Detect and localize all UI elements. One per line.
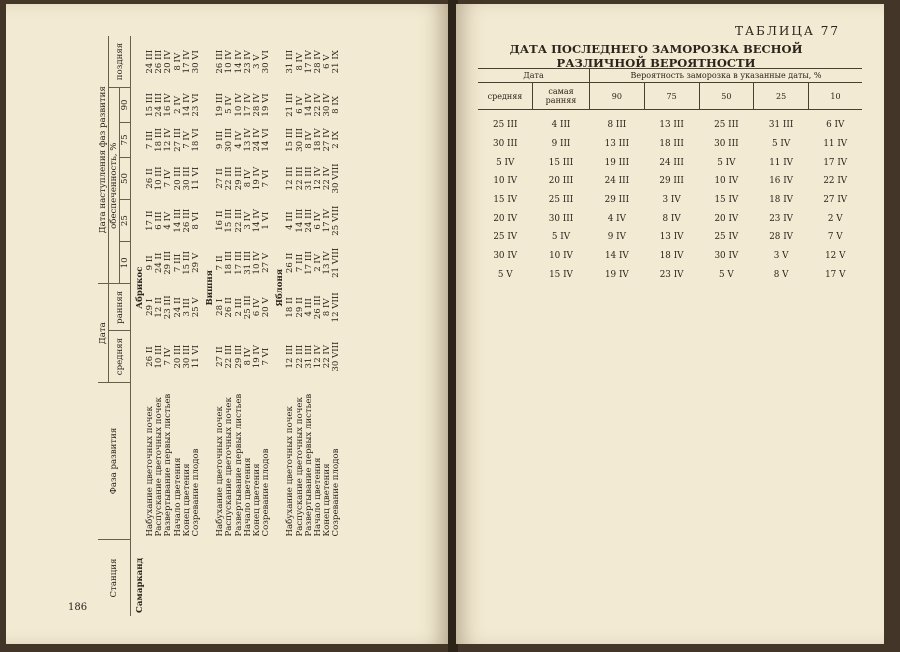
date-cell: 3 III <box>181 298 192 317</box>
date-cell: 17 V <box>825 269 846 280</box>
phase-cell: Развертывание первых листьев <box>303 393 314 537</box>
date-cell: 29 I <box>145 298 155 316</box>
date-cell: 16 II <box>215 210 226 231</box>
date-cell: 15 IV <box>493 195 518 206</box>
date-cell: 4 III <box>551 120 571 131</box>
col-late: поздняя <box>109 36 131 87</box>
date-cell: 19 III <box>604 157 630 168</box>
date-cell: 1 VI <box>261 211 272 230</box>
phase-cell: Созревание плодов <box>191 448 202 537</box>
frost-table-body <box>478 110 862 285</box>
station-cell <box>305 540 314 617</box>
date-cell: 29 III <box>163 250 174 275</box>
date-cell: 13 III <box>604 139 630 150</box>
date-cell: 16 IV <box>163 93 174 117</box>
date-cell: 17 IV <box>242 93 253 117</box>
date-cell: 5 IV <box>224 96 235 114</box>
col-p90: 90 <box>590 83 645 110</box>
date-cell: 2 IV <box>313 253 324 272</box>
date-cell: 30 IV <box>322 93 333 117</box>
date-cell: 14 IV <box>303 93 314 117</box>
col-phase: Фаза развития <box>98 383 131 540</box>
date-cell: 18 III <box>224 250 235 275</box>
col-early: ранняя <box>109 284 131 331</box>
date-cell: 30 VIII <box>331 163 342 194</box>
station-cell <box>296 540 305 617</box>
date-cell: 6 III <box>154 211 165 230</box>
date-cell: 18 III <box>154 127 165 152</box>
date-cell: 25 VIII <box>331 205 342 236</box>
date-cell: 8 IV <box>242 169 253 188</box>
col-avg: средняя <box>109 331 131 383</box>
date-cell: 21 III <box>285 93 296 117</box>
date-cell: 28 IV <box>769 232 794 243</box>
date-cell: 4 III <box>303 298 314 317</box>
phenology-table-rotated <box>98 36 450 616</box>
phase-cell: Начало цветения <box>172 457 183 537</box>
date-cell: 25 V <box>191 297 202 318</box>
date-cell: 15 III <box>285 127 296 152</box>
date-cell: 10 IV <box>714 176 739 187</box>
crop-name: Абрикос <box>135 266 145 309</box>
date-cell: 23 IV <box>769 213 794 224</box>
table-row <box>478 209 862 228</box>
date-cell: 12 IV <box>313 166 324 191</box>
date-cell: 7 VI <box>261 169 272 188</box>
date-cell: 11 IV <box>823 139 848 150</box>
frost-table <box>478 68 862 284</box>
date-cell: 13 IV <box>322 251 333 275</box>
phase-cell: Набухание цветочных почек <box>215 406 226 537</box>
table-title-line2: РАЗЛИЧНОЙ ВЕРОЯТНОСТИ <box>556 56 756 70</box>
phase-cell: Развертывание первых листьев <box>163 393 174 537</box>
date-cell: 27 II <box>215 168 226 189</box>
date-cell: 3 IV <box>662 195 681 206</box>
date-cell: 22 III <box>224 344 235 369</box>
date-cell: 20 III <box>172 344 183 369</box>
station-cell <box>323 540 332 617</box>
col-p75: 75 <box>120 122 131 157</box>
crop-name: Вишня <box>205 270 216 306</box>
date-cell: 20 III <box>172 166 183 191</box>
right-page <box>456 4 884 644</box>
date-cell: 8 V <box>773 269 789 280</box>
station-cell <box>244 540 253 617</box>
date-cell: 29 III <box>233 166 244 191</box>
table-number: ТАБЛИЦА 77 <box>734 24 840 38</box>
station-cell <box>225 540 234 617</box>
date-cell: 7 V <box>827 232 843 243</box>
date-cell: 25 III <box>493 120 518 131</box>
date-cell: 3 V <box>252 54 263 69</box>
table-title-line1: ДАТА ПОСЛЕДНЕГО ЗАМОРОЗКА ВЕСНОЙ <box>509 42 803 56</box>
table-row <box>332 36 341 616</box>
phase-cell: Начало цветения <box>313 457 324 537</box>
date-cell: 17 II <box>145 210 155 231</box>
date-cell: 10 IV <box>549 251 573 262</box>
date-cell: 18 VI <box>191 128 202 152</box>
table-row <box>478 191 862 210</box>
date-cell: 17 IV <box>303 50 314 74</box>
date-cell: 25 III <box>548 195 574 206</box>
date-cell: 17 III <box>303 250 314 275</box>
station-cell <box>164 540 173 617</box>
date-cell: 30 III <box>294 127 305 152</box>
table-row <box>478 172 862 191</box>
date-cell: 10 III <box>154 166 165 191</box>
date-cell: 23 VI <box>191 93 202 117</box>
col-earliest: самая ранняя <box>533 83 590 110</box>
date-cell: 5 IV <box>551 232 571 243</box>
date-cell: 19 VI <box>261 93 272 117</box>
date-cell: 6 V <box>322 54 333 69</box>
date-cell: 6 IV <box>252 298 263 317</box>
date-cell: 31 III <box>303 166 314 191</box>
date-cell: 10 III <box>154 344 165 369</box>
date-cell: 22 IV <box>322 166 333 191</box>
date-cell: 22 III <box>233 208 244 233</box>
col-prob: обеспеченность, % <box>109 87 120 283</box>
col-prob: Вероятность заморозка в указанные даты, % <box>590 69 863 83</box>
date-cell: 30 III <box>224 127 235 152</box>
date-cell: 29 II <box>294 297 305 318</box>
date-cell: 7 IV <box>163 347 174 366</box>
date-cell: 8 IV <box>303 130 314 149</box>
date-cell: 2 III <box>233 298 244 317</box>
date-cell: 19 IV <box>252 166 263 191</box>
date-cell: 18 III <box>659 139 684 150</box>
date-cell: 2 IX <box>331 131 342 149</box>
date-cell: 22 III <box>224 166 235 191</box>
date-cell: 27 V <box>261 252 272 273</box>
phenology-table-body <box>131 36 342 616</box>
date-cell: 8 IV <box>172 52 183 71</box>
date-cell: 22 IV <box>322 344 333 369</box>
col-date: Дата <box>478 69 590 83</box>
table-row <box>478 266 862 285</box>
page-number: 186 <box>68 602 88 613</box>
date-cell: 24 III <box>145 49 155 74</box>
date-cell: 27 II <box>215 346 226 367</box>
date-cell: 26 II <box>145 346 155 367</box>
date-cell: 26 III <box>154 49 165 74</box>
date-cell: 12 IV <box>313 344 324 369</box>
date-cell: 14 VI <box>261 128 272 152</box>
date-cell: 30 III <box>181 166 192 191</box>
date-cell: 24 IV <box>252 128 263 152</box>
date-cell: 22 IV <box>823 176 848 187</box>
date-cell: 8 IV <box>242 347 253 366</box>
date-cell: 14 III <box>172 208 183 233</box>
col-p90: 90 <box>120 87 131 122</box>
date-cell: 14 IV <box>181 93 192 117</box>
date-cell: 23 IV <box>659 269 684 280</box>
date-cell: 8 III <box>607 120 627 131</box>
date-cell: 13 IV <box>242 128 253 152</box>
date-cell: 20 IV <box>163 50 174 74</box>
date-cell: 18 IV <box>313 128 324 152</box>
date-cell: 6 IV <box>294 96 305 114</box>
date-cell: 22 III <box>294 344 305 369</box>
date-cell: 8 IV <box>662 213 681 224</box>
date-cell: 30 III <box>493 139 518 150</box>
date-cell: 4 IV <box>607 213 626 224</box>
date-cell: 8 IX <box>331 96 342 114</box>
col-p25: 25 <box>754 83 809 110</box>
date-cell: 5 IV <box>496 157 515 168</box>
date-cell: 20 IV <box>493 213 518 224</box>
station-cell <box>192 540 201 617</box>
phase-cell: Развертывание первых листьев <box>233 393 244 537</box>
date-cell: 30 VI <box>191 50 202 74</box>
col-avg: средняя <box>478 83 533 110</box>
date-cell: 4 IV <box>233 130 244 149</box>
date-cell: 29 III <box>604 195 630 206</box>
phase-cell: Созревание плодов <box>331 448 342 537</box>
col-onset: Дата наступления фаз развития <box>98 36 109 284</box>
date-cell: 7 VI <box>261 347 272 366</box>
date-cell: 28 IV <box>313 50 324 74</box>
station-cell <box>262 540 271 617</box>
date-cell: 12 III <box>285 166 296 191</box>
table-row <box>478 153 862 172</box>
date-cell: 9 III <box>551 139 571 150</box>
table-title <box>456 42 856 70</box>
date-cell: 14 IV <box>604 251 629 262</box>
date-cell: 23 III <box>163 295 174 320</box>
station-cell <box>332 540 341 617</box>
crop-name: Яблоня <box>275 268 286 307</box>
date-cell: 8 IV <box>322 298 333 317</box>
table-row <box>478 110 862 135</box>
date-cell: 30 IV <box>493 251 518 262</box>
date-cell: 12 VIII <box>331 292 342 323</box>
station-cell: Самарканд <box>135 557 145 613</box>
date-cell: 24 III <box>659 157 684 168</box>
date-cell: 27 IV <box>823 195 848 206</box>
date-cell: 14 III <box>294 208 305 233</box>
date-cell: 7 III <box>172 253 183 273</box>
date-cell: 5 IV <box>772 139 791 150</box>
phase-cell: Конец цветения <box>181 463 192 537</box>
date-cell: 18 II <box>285 297 296 318</box>
date-cell: 26 III <box>215 49 226 74</box>
phenology-table <box>98 36 342 616</box>
date-cell: 15 IV <box>549 269 573 280</box>
table-row <box>478 228 862 247</box>
col-p75: 75 <box>644 83 699 110</box>
date-cell: 4 IV <box>163 211 174 230</box>
date-cell: 3 IV <box>242 211 253 230</box>
col-date: Дата <box>98 284 109 383</box>
date-cell: 29 V <box>191 252 202 273</box>
date-cell: 30 III <box>181 344 192 369</box>
table-row <box>478 135 862 154</box>
date-cell: 6 IV <box>313 211 324 230</box>
phase-cell: Созревание плодов <box>261 448 272 537</box>
phase-cell: Конец цветения <box>322 463 333 537</box>
date-cell: 26 II <box>145 168 155 189</box>
phase-cell: Распускание цветочных почек <box>294 397 305 537</box>
date-cell: 12 II <box>154 297 165 318</box>
date-cell: 27 III <box>172 127 183 152</box>
date-cell: 20 III <box>548 176 574 187</box>
date-cell: 2 IV <box>172 96 183 114</box>
date-cell: 24 II <box>172 297 183 318</box>
date-cell: 5 V <box>497 269 513 280</box>
date-cell: 8 IV <box>294 52 305 71</box>
date-cell: 10 IV <box>224 50 235 74</box>
phase-cell: Набухание цветочных почек <box>285 406 296 537</box>
crop-row <box>131 36 147 616</box>
date-cell: 17 IV <box>823 157 848 168</box>
station-cell <box>146 540 155 617</box>
table-row <box>192 36 201 616</box>
left-page <box>6 4 450 644</box>
date-cell: 30 VI <box>261 50 272 74</box>
date-cell: 23 IV <box>242 50 253 74</box>
date-cell: 15 III <box>145 93 155 117</box>
date-cell: 31 III <box>242 250 253 275</box>
station-cell <box>174 540 183 617</box>
date-cell: 18 IV <box>769 195 794 206</box>
date-cell: 17 IV <box>181 50 192 74</box>
date-cell: 12 IV <box>163 128 174 152</box>
station-cell <box>253 540 262 617</box>
date-cell: 9 II <box>145 255 155 271</box>
date-cell: 9 IV <box>607 232 626 243</box>
phase-cell: Начало цветения <box>242 457 253 537</box>
phase-cell: Набухание цветочных почек <box>145 406 155 537</box>
date-cell: 30 III <box>714 139 739 150</box>
col-p25: 25 <box>120 200 131 242</box>
date-cell: 2 V <box>827 213 843 224</box>
date-cell: 17 IV <box>322 209 333 233</box>
date-cell: 3 V <box>773 251 789 262</box>
date-cell: 24 II <box>154 252 165 274</box>
date-cell: 19 III <box>215 93 226 117</box>
date-cell: 15 III <box>181 250 192 275</box>
date-cell: 4 III <box>285 211 296 230</box>
date-cell: 24 III <box>604 176 630 187</box>
col-p10: 10 <box>809 83 863 110</box>
date-cell: 7 II <box>215 255 226 271</box>
station-cell <box>286 540 295 617</box>
phase-cell: Распускание цветочных почек <box>224 397 235 537</box>
date-cell: 17 III <box>233 250 244 275</box>
date-cell: 5 IV <box>717 157 736 168</box>
date-cell: 8 VI <box>191 211 202 230</box>
station-cell <box>271 540 286 617</box>
date-cell: 29 III <box>233 344 244 369</box>
date-cell: 25 III <box>714 120 739 131</box>
date-cell: 26 II <box>224 297 235 318</box>
date-cell: 6 IV <box>826 120 845 131</box>
date-cell: 20 V <box>261 297 272 318</box>
date-cell: 30 VIII <box>331 341 342 372</box>
station-cell <box>183 540 192 617</box>
date-cell: 22 IV <box>313 93 324 117</box>
date-cell: 21 VIII <box>331 247 342 278</box>
date-cell: 26 III <box>313 295 324 320</box>
date-cell: 20 IV <box>714 213 739 224</box>
col-station: Станция <box>98 540 131 617</box>
date-cell: 14 IV <box>233 50 244 74</box>
date-cell: 28 IV <box>252 93 263 117</box>
station-cell <box>201 540 216 617</box>
date-cell: 22 III <box>294 166 305 191</box>
col-p50: 50 <box>699 83 754 110</box>
date-cell: 15 III <box>224 208 235 233</box>
date-cell: 25 III <box>242 295 253 320</box>
date-cell: 7 IV <box>181 130 192 149</box>
date-cell: 11 IV <box>769 157 794 168</box>
date-cell: 24 III <box>303 208 314 233</box>
station-cell <box>216 540 225 617</box>
station-cell <box>155 540 164 617</box>
date-cell: 7 III <box>294 253 305 273</box>
date-cell: 29 III <box>659 176 684 187</box>
crop-row <box>201 36 216 616</box>
date-cell: 30 III <box>548 213 574 224</box>
date-cell: 19 IV <box>252 344 263 369</box>
date-cell: 7 IV <box>163 169 174 188</box>
date-cell: 26 III <box>181 208 192 233</box>
station-cell <box>235 540 244 617</box>
date-cell: 12 V <box>825 251 846 262</box>
date-cell: 31 III <box>768 120 794 131</box>
date-cell: 26 II <box>285 252 296 274</box>
date-cell: 15 III <box>548 157 574 168</box>
date-cell: 10 IV <box>233 93 244 117</box>
table-row <box>262 36 271 616</box>
station-cell <box>314 540 323 617</box>
date-cell: 10 IV <box>252 251 263 275</box>
date-cell: 11 VI <box>191 344 202 369</box>
col-p10: 10 <box>120 242 131 284</box>
phase-cell: Конец цветения <box>252 463 263 537</box>
col-p50: 50 <box>120 157 131 199</box>
date-cell: 18 IV <box>659 251 684 262</box>
date-cell: 12 III <box>285 344 296 369</box>
phase-cell: Распускание цветочных почек <box>154 397 165 537</box>
date-cell: 10 IV <box>493 176 518 187</box>
date-cell: 15 IV <box>714 195 739 206</box>
date-cell: 27 IV <box>322 128 333 152</box>
date-cell: 9 III <box>215 130 226 150</box>
date-cell: 11 VI <box>191 166 202 191</box>
date-cell: 31 III <box>285 49 296 74</box>
date-cell: 31 III <box>303 344 314 369</box>
date-cell: 16 IV <box>769 176 794 187</box>
date-cell: 14 IV <box>252 209 263 233</box>
date-cell: 21 IX <box>331 50 342 74</box>
date-cell: 24 III <box>154 93 165 117</box>
date-cell: 13 IV <box>659 232 684 243</box>
date-cell: 7 III <box>145 130 155 150</box>
date-cell: 13 III <box>659 120 684 131</box>
date-cell: 28 I <box>215 298 226 316</box>
date-cell: 19 IV <box>604 269 629 280</box>
table-row <box>478 247 862 266</box>
date-cell: 25 IV <box>714 232 739 243</box>
date-cell: 5 V <box>719 269 734 280</box>
date-cell: 25 IV <box>493 232 518 243</box>
date-cell: 30 IV <box>714 251 739 262</box>
